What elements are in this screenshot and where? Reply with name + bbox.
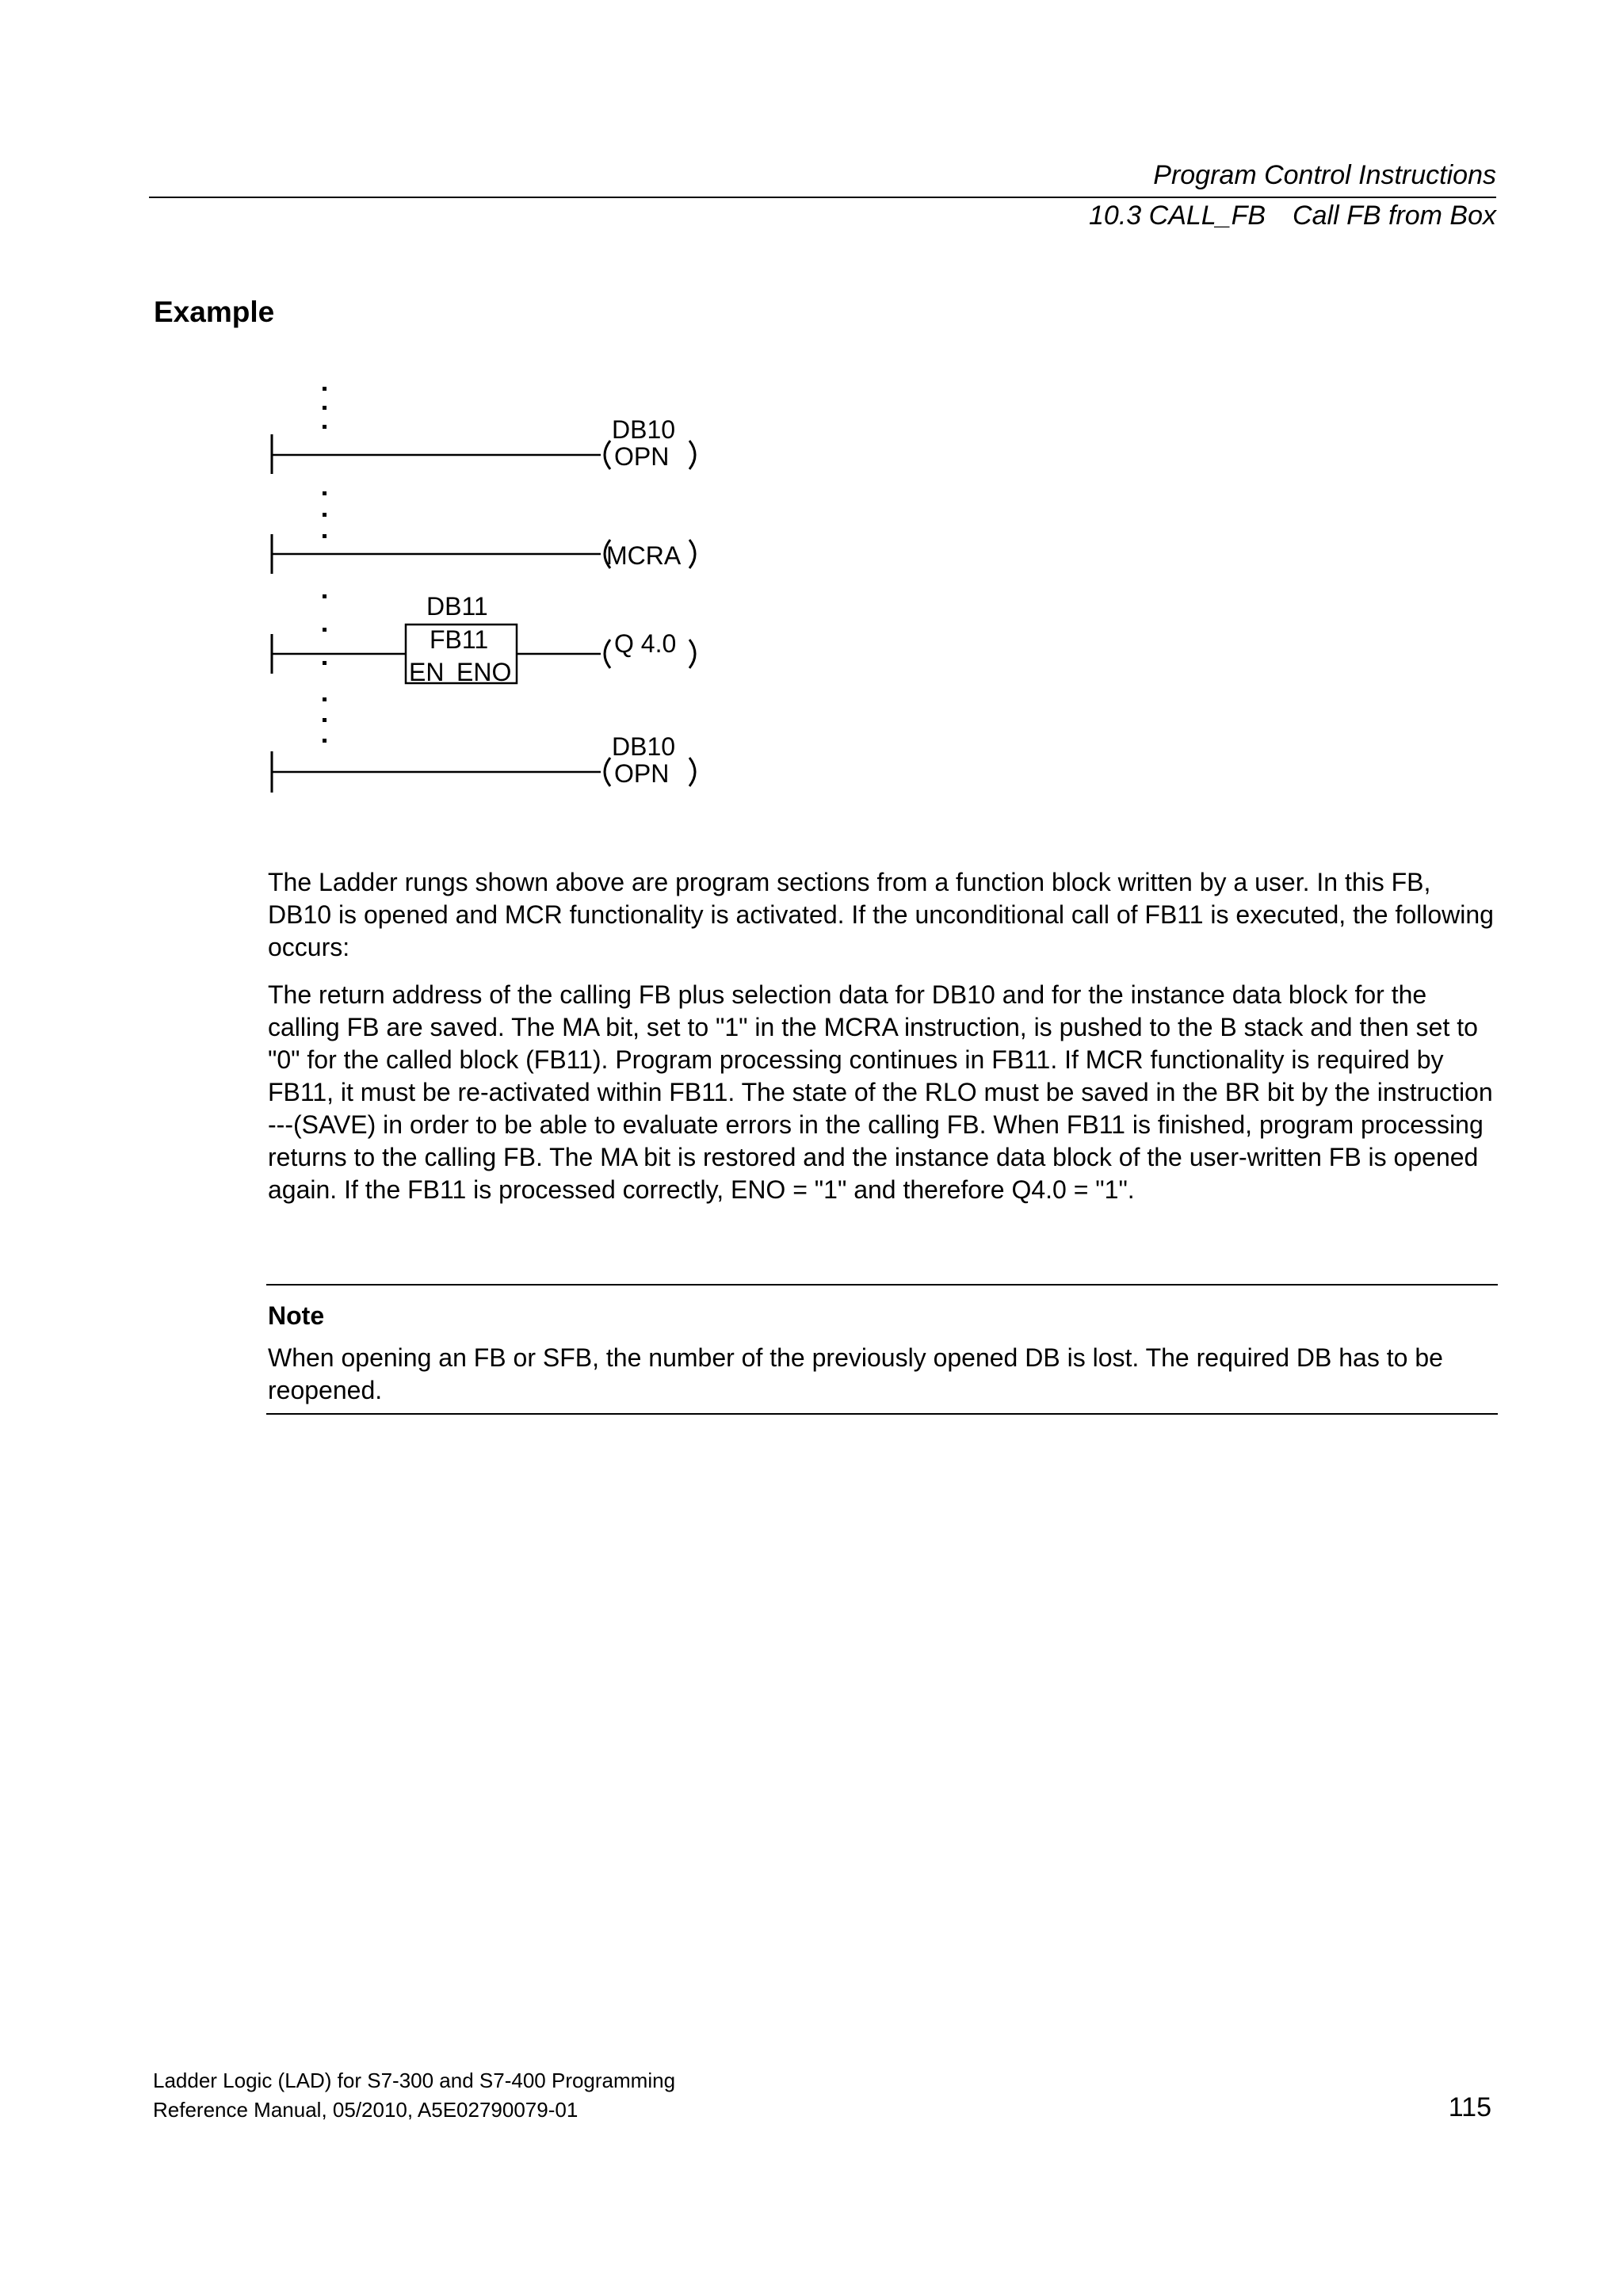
paragraph-1: The Ladder rungs shown above are program sections from a function block written by a user. In this FB, DB10 is opened and MCR functionality is activated. If the unconditional call of FB11 is executed, the following occurs:: [268, 868, 1494, 961]
rung3-output-operand: Q 4.0: [614, 629, 677, 658]
rung1-operand: DB10: [612, 415, 676, 444]
fb11-block-name: FB11: [430, 625, 489, 654]
header-section-number: 10.3 CALL_FB: [1089, 201, 1266, 231]
paragraph-2: The return address of the calling FB plus selection data for DB10 and for the instance data block for the calling FB are saved. The MA bit, set to "1" in the MCRA instruction, is pushed to the B stack and then set to "0" for the called block (FB11). Program processing continues in FB11. If MCR functionality is required by FB11, it must be re-activated within FB11. The state of the RLO must be saved in the BR bit by the instruction ---(SAVE) in order to be able to evaluate errors in the calling FB. When FB11 is finished, program processing returns to the calling FB. The MA bit is restored and the instance data block of the user-written FB is opened again. If the FB11 is processed correctly, ENO = "1" and therefore Q4.0 = "1".: [268, 980, 1493, 1204]
note-bottom-rule: [266, 1413, 1498, 1415]
note-top-rule: [266, 1284, 1498, 1286]
fb11-pin-eno: ENO: [456, 658, 512, 686]
power-rail-dots: [323, 387, 327, 743]
footer-manual-title: Ladder Logic (LAD) for S7-300 and S7-400 Programming: [153, 2069, 676, 2092]
fb11-instance-db: DB11: [426, 592, 488, 621]
fb11-pin-en: EN: [409, 658, 445, 686]
header-section: [1089, 201, 1496, 231]
footer-manual-edition: Reference Manual, 05/2010, A5E02790079-01: [153, 2098, 579, 2122]
header-rule: [149, 197, 1496, 198]
rung-2: [272, 534, 695, 574]
rung-4: [272, 732, 695, 793]
note-title: Note: [268, 1301, 325, 1330]
note-text: When opening an FB or SFB, the number of the previously opened DB is lost. The required DB has to be reopened.: [268, 1343, 1443, 1404]
rung1-coil-label: OPN: [614, 442, 670, 471]
header-section-title: Call FB from Box: [1293, 201, 1496, 231]
example-heading: Example: [154, 296, 275, 328]
ladder-diagram: [254, 372, 729, 816]
header-chapter: Program Control Instructions: [1153, 160, 1496, 190]
rung-1: [272, 415, 695, 474]
rung2-coil-label: MCRA: [606, 541, 682, 570]
rung4-coil-label: OPN: [614, 759, 670, 788]
rung4-operand: DB10: [612, 732, 676, 761]
page-number: 115: [1448, 2092, 1491, 2122]
rung-3: [272, 592, 695, 686]
